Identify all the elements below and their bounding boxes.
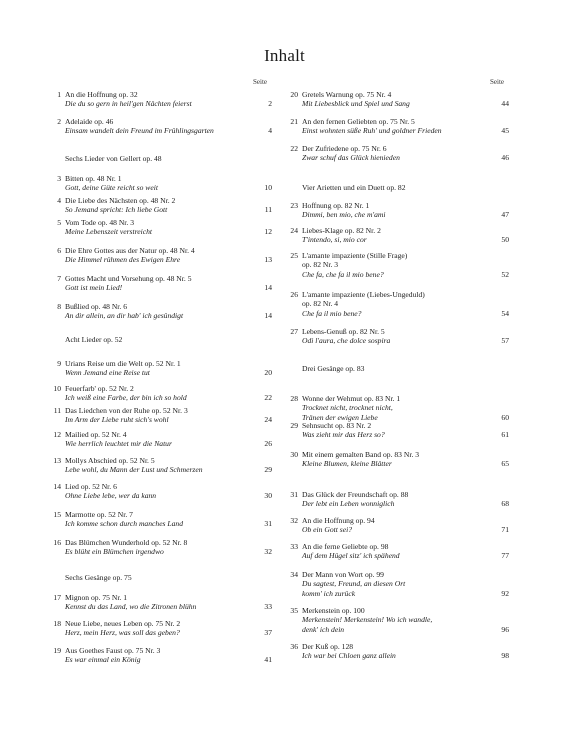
entry-title: Marmotte op. 52 Nr. 7 <box>65 510 133 519</box>
entry-page-number: 4 <box>268 126 272 136</box>
entry-page-number: 65 <box>501 459 509 469</box>
entry-page-number: 41 <box>264 655 272 665</box>
entry-incipit: Trocknet nicht, trocknet nicht, <box>302 403 393 413</box>
entry-incipit: Die Himmel rühmen des Ewigen Ehre <box>65 255 181 265</box>
entry-page-number: 92 <box>501 588 509 598</box>
entry-incipit: Zwar schuf das Glück hienieden <box>302 153 400 163</box>
entry-title: Der Zufriedene op. 75 Nr. 6 <box>302 144 387 153</box>
entry-text <box>65 359 246 378</box>
entry-incipit: Lebe wohl, du Mann der Lust und Schmerzen <box>65 465 203 475</box>
entry-incipit: Herz, mein Herz, was soll das geben? <box>65 628 180 638</box>
entry-text <box>302 327 483 346</box>
entry-title: Bitten op. 48 Nr. 1 <box>65 174 122 183</box>
entry-page-number: 24 <box>264 415 272 425</box>
entry-incipit: Che fa, che fa il mio bene? <box>302 269 384 279</box>
entry-page-number: 60 <box>501 412 509 422</box>
entry-number: 4 <box>57 196 61 205</box>
entry-number: 3 <box>57 174 61 183</box>
entry-page-number: 44 <box>501 99 509 109</box>
entry-title: Lied op. 52 Nr. 6 <box>65 482 117 491</box>
entry-number: 35 <box>290 606 298 615</box>
section-title: Vier Arietten und ein Duett op. 82 <box>302 183 406 192</box>
entry-page-number: 47 <box>501 210 509 220</box>
contents-column-left <box>47 0 272 750</box>
entry-text <box>65 218 246 237</box>
entry-text <box>302 490 483 509</box>
entry-title: Sehnsucht op. 83 Nr. 2 <box>302 421 372 430</box>
entry-text <box>302 201 483 220</box>
entry-title: Mollys Abschied op. 52 Nr. 5 <box>65 456 155 465</box>
entry-title: Feuerfarb' op. 52 Nr. 2 <box>65 384 134 393</box>
entry-number: 27 <box>290 327 298 336</box>
entry-text <box>65 302 246 321</box>
entry-number: 22 <box>290 144 298 153</box>
entry-text <box>65 90 246 109</box>
entry-page-number: 71 <box>501 525 509 535</box>
entry-title: Neue Liebe, neues Leben op. 75 Nr. 2 <box>65 619 181 628</box>
entry-number: 33 <box>290 542 298 551</box>
entry-number: 15 <box>53 510 61 519</box>
section-title: Sechs Gesänge op. 75 <box>65 573 132 582</box>
entry-text <box>65 406 246 425</box>
entry-number: 5 <box>57 218 61 227</box>
entry-number: 17 <box>53 593 61 602</box>
entry-title: L'amante impaziente (Liebes-Ungeduld) <box>302 290 425 299</box>
entry-title: Der Kuß op. 128 <box>302 642 354 651</box>
entry-title: Merkenstein op. 100 <box>302 606 365 615</box>
entry-incipit: Che fa il mio bene? <box>302 308 362 318</box>
entry-title: An den fernen Geliebten op. 75 Nr. 5 <box>302 117 415 126</box>
entry-number: 16 <box>53 538 61 547</box>
entry-page-number: 2 <box>268 99 272 109</box>
entry-number: 28 <box>290 394 298 403</box>
entry-text <box>65 384 246 403</box>
entry-number: 11 <box>53 406 61 415</box>
entry-number: 32 <box>290 516 298 525</box>
entry-text <box>65 196 246 215</box>
entry-page-number: 98 <box>501 651 509 661</box>
entry-page-number: 29 <box>264 465 272 475</box>
seite-label-left: Seite <box>253 78 267 86</box>
entry-text <box>302 251 483 279</box>
entry-number: 8 <box>57 302 61 311</box>
entry-incipit: Meine Lebenszeit verstreicht <box>65 227 153 237</box>
entry-text <box>302 421 483 440</box>
entry-text <box>302 144 483 163</box>
entry-page-number: 32 <box>264 547 272 557</box>
entry-incipit: Einsam wandelt dein Freund im Frühlingsgarten <box>65 126 214 136</box>
entry-number: 21 <box>290 117 298 126</box>
entry-title: Gretels Warnung op. 75 Nr. 4 <box>302 90 392 99</box>
entry-text <box>302 394 483 422</box>
entry-incipit: Odi l'aura, che dolce sospira <box>302 336 391 346</box>
entry-page-number: 14 <box>264 283 272 293</box>
entry-text <box>302 450 483 469</box>
entry-page-number: 50 <box>501 235 509 245</box>
entry-number: 31 <box>290 490 298 499</box>
entry-page-number: 96 <box>501 624 509 634</box>
entry-text <box>302 290 483 318</box>
entry-title: Das Liedchen von der Ruhe op. 52 Nr. 3 <box>65 406 188 415</box>
entry-number: 36 <box>290 642 298 651</box>
entry-incipit: So Jemand spricht: Ich liebe Gott <box>65 205 168 215</box>
entry-title: An die Hoffnung op. 32 <box>65 90 138 99</box>
entry-text <box>65 510 246 529</box>
entry-incipit: Du sagtest, Freund, an diesen Ort <box>302 579 406 589</box>
section-title: Drei Gesänge op. 83 <box>302 364 365 373</box>
entry-number: 10 <box>53 384 61 393</box>
entry-incipit: Was zieht mir das Herz so? <box>302 430 385 440</box>
entry-incipit: Ich komme schon durch manches Land <box>65 519 184 529</box>
entry-incipit: Es war einmal ein König <box>65 655 141 665</box>
entry-page-number: 46 <box>501 153 509 163</box>
entry-page-number: 30 <box>264 491 272 501</box>
entry-text <box>302 542 483 561</box>
entry-title: L'amante impaziente (Stille Frage) <box>302 251 408 260</box>
entry-number: 12 <box>53 430 61 439</box>
entry-title: Wonne der Wehmut op. 83 Nr. 1 <box>302 394 401 403</box>
entry-title: Die Ehre Gottes aus der Natur op. 48 Nr. 4 <box>65 246 195 255</box>
entry-title: Mailied op. 52 Nr. 4 <box>65 430 127 439</box>
entry-text <box>65 646 246 665</box>
entry-page-number: 12 <box>264 227 272 237</box>
entry-text <box>302 516 483 535</box>
entry-incipit: Es blüht ein Blümchen irgendwo <box>65 547 164 557</box>
entry-title: Lebens-Genuß op. 82 Nr. 5 <box>302 327 385 336</box>
entry-title: Mignon op. 75 Nr. 1 <box>65 593 128 602</box>
seite-label-right: Seite <box>490 78 504 86</box>
entry-incipit: Im Arm der Liebe ruht sich's wohl <box>65 415 169 425</box>
entry-incipit: Ich war bei Chloen ganz allein <box>302 651 396 661</box>
entry-title: Gottes Macht und Vorsehung op. 48 Nr. 5 <box>65 274 192 283</box>
entry-page-number: 68 <box>501 499 509 509</box>
entry-incipit: komm' ich zurück <box>302 588 356 598</box>
entry-page-number: 13 <box>264 255 272 265</box>
entry-number: 18 <box>53 619 61 628</box>
entry-page-number: 61 <box>501 430 509 440</box>
entry-title: Bußlied op. 48 Nr. 6 <box>65 302 128 311</box>
entry-title: Aus Goethes Faust op. 75 Nr. 3 <box>65 646 161 655</box>
entry-incipit: Einst wohnten süße Ruh' und goldner Frieden <box>302 126 442 136</box>
entry-title: Adelaide op. 46 <box>65 117 114 126</box>
entry-number: 13 <box>53 456 61 465</box>
entry-incipit: Ob ein Gott sei? <box>302 525 352 535</box>
entry-text <box>65 482 246 501</box>
entry-text <box>302 570 483 598</box>
entry-text <box>65 174 246 193</box>
entry-number: 25 <box>290 251 298 260</box>
entry-text <box>65 593 246 612</box>
entry-incipit: Dimmi, ben mio, che m'ami <box>302 210 386 220</box>
contents-column-right <box>284 0 509 750</box>
entry-page-number: 14 <box>264 311 272 321</box>
entry-title: Die Liebe des Nächsten op. 48 Nr. 2 <box>65 196 176 205</box>
entry-page-number: 52 <box>501 269 509 279</box>
entry-text <box>65 430 246 449</box>
entry-title: Vom Tode op. 48 Nr. 3 <box>65 218 135 227</box>
entry-page-number: 45 <box>501 126 509 136</box>
entry-text <box>65 274 246 293</box>
entry-text <box>65 246 246 265</box>
entry-incipit: Gott, deine Güte reicht so weit <box>65 183 158 193</box>
entry-title: Urians Reise um die Welt op. 52 Nr. 1 <box>65 359 181 368</box>
entry-page-number: 31 <box>264 519 272 529</box>
entry-title: Mit einem gemalten Band op. 83 Nr. 3 <box>302 450 420 459</box>
entry-page-number: 37 <box>264 628 272 638</box>
section-title: Sechs Lieder von Gellert op. 48 <box>65 154 162 163</box>
entry-incipit: T'intendo, si, mio cor <box>302 235 367 245</box>
entry-page-number: 77 <box>501 551 509 561</box>
entry-page-number: 33 <box>264 602 272 612</box>
entry-incipit: Mit Liebesblick und Spiel und Sang <box>302 99 410 109</box>
entry-incipit: Kleine Blumen, kleine Blätter <box>302 459 392 469</box>
entry-title: Der Mann von Wort op. 99 <box>302 570 384 579</box>
entry-number: 23 <box>290 201 298 210</box>
entry-text <box>65 117 246 136</box>
entry-number: 20 <box>290 90 298 99</box>
entry-incipit: Kennst du das Land, wo die Zitronen blühn <box>65 602 197 612</box>
entry-number: 1 <box>57 90 61 99</box>
entry-title: op. 82 Nr. 3 <box>302 260 339 270</box>
page-title: Inhalt <box>264 46 305 65</box>
entry-incipit: Der lebt ein Leben wonniglich <box>302 499 395 509</box>
entry-incipit: Ohne Liebe lebe, wer da kann <box>65 491 157 501</box>
entry-number: 19 <box>53 646 61 655</box>
entry-title: An die ferne Geliebte op. 98 <box>302 542 389 551</box>
entry-text <box>302 117 483 136</box>
entry-number: 29 <box>290 421 298 430</box>
entry-page-number: 22 <box>264 393 272 403</box>
entry-text <box>65 619 246 638</box>
section-title: Acht Lieder op. 52 <box>65 335 123 344</box>
entry-number: 6 <box>57 246 61 255</box>
entry-text <box>65 538 246 557</box>
entry-text <box>302 90 483 109</box>
entry-page-number: 10 <box>264 183 272 193</box>
entry-text <box>302 642 483 661</box>
entry-title: An die Hoffnung op. 94 <box>302 516 375 525</box>
entry-text <box>65 456 246 475</box>
entry-incipit: Ich weiß eine Farbe, der bin ich so hold <box>65 393 187 403</box>
entry-number: 7 <box>57 274 61 283</box>
entry-page-number: 26 <box>264 439 272 449</box>
entry-incipit: Merkenstein! Merkenstein! Wo ich wandle, <box>302 615 433 625</box>
entry-page-number: 20 <box>264 368 272 378</box>
entry-incipit: Wenn Jemand eine Reise tut <box>65 368 150 378</box>
entry-page-number: 11 <box>264 205 272 215</box>
entry-number: 2 <box>57 117 61 126</box>
entry-incipit: Wie herrlich leuchtet mir die Natur <box>65 439 172 449</box>
entry-incipit: denk' ich dein <box>302 624 345 634</box>
entry-text <box>302 606 483 634</box>
entry-number: 26 <box>290 290 298 299</box>
entry-number: 9 <box>57 359 61 368</box>
entry-number: 24 <box>290 226 298 235</box>
entry-incipit: Die du so gern in heil'gen Nächten feierst <box>65 99 192 109</box>
entry-incipit: Tränen der ewigen Liebe <box>302 412 378 422</box>
entry-incipit: Gott ist mein Lied! <box>65 283 123 293</box>
entry-number: 34 <box>290 570 298 579</box>
entry-title: Das Blümchen Wunderhold op. 52 Nr. 8 <box>65 538 188 547</box>
entry-title: Das Glück der Freundschaft op. 88 <box>302 490 409 499</box>
entry-incipit: An dir allein, an dir hab' ich gesündigt <box>65 311 184 321</box>
entry-text <box>302 226 483 245</box>
entry-page-number: 54 <box>501 308 509 318</box>
entry-title: Hoffnung op. 82 Nr. 1 <box>302 201 370 210</box>
entry-number: 14 <box>53 482 61 491</box>
entry-title: Liebes-Klage op. 82 Nr. 2 <box>302 226 381 235</box>
entry-page-number: 57 <box>501 336 509 346</box>
entry-number: 30 <box>290 450 298 459</box>
entry-incipit: Auf dem Hügel sitz' ich spähend <box>302 551 400 561</box>
entry-title: op. 82 Nr. 4 <box>302 299 339 309</box>
